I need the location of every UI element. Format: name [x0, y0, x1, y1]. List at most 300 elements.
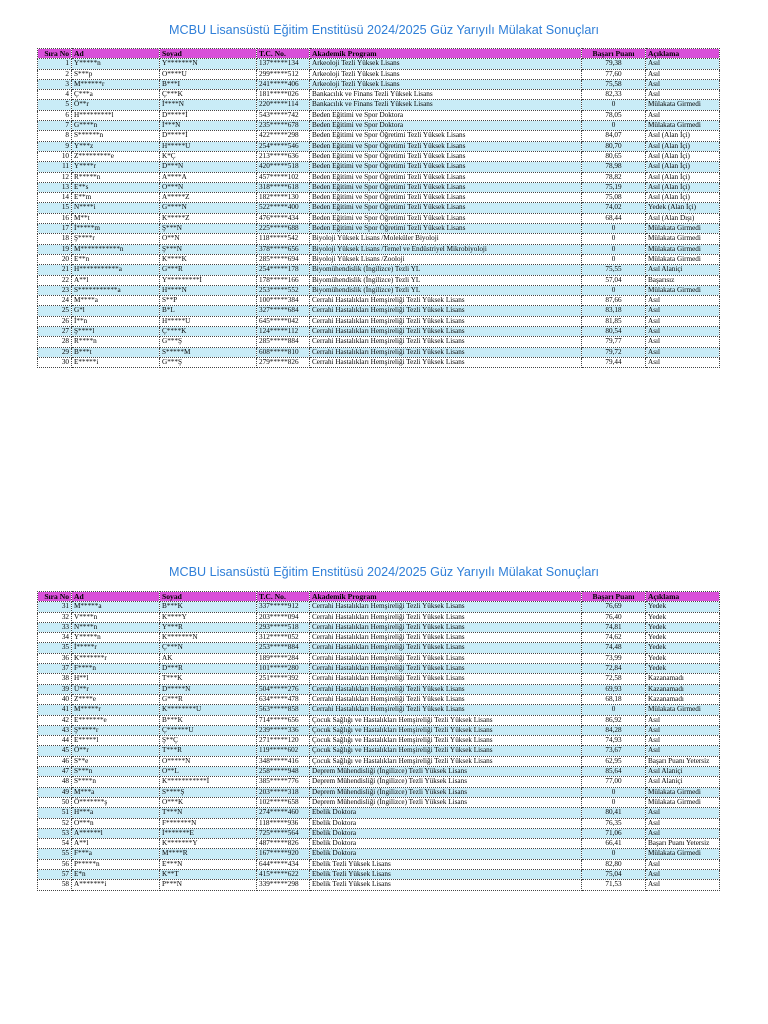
cell-ad: H**l: [72, 674, 160, 684]
cell-aciklama: Asıl: [646, 880, 720, 890]
cell-no: 8: [38, 131, 72, 141]
cell-aciklama: Asıl: [646, 808, 720, 818]
cell-no: 4: [38, 90, 72, 100]
cell-no: 7: [38, 121, 72, 131]
table-row: [38, 787, 720, 797]
cell-no: 14: [38, 193, 72, 203]
cell-tc: 312*****052: [257, 633, 310, 643]
cell-program: Çocuk Sağlığı ve Hastalıkları Hemşireliği Tezli Yüksek Lisans: [310, 715, 582, 725]
table-row: [38, 151, 720, 161]
cell-no: 57: [38, 870, 72, 880]
cell-tc: 203*****318: [257, 787, 310, 797]
cell-program: Cerrahi Hastalıkları Hemşireliği Tezli Yüksek Lisans: [310, 357, 582, 367]
cell-tc: 182*****130: [257, 193, 310, 203]
cell-aciklama: Mülakata Girmedi: [646, 234, 720, 244]
cell-puan: 81,85: [582, 316, 646, 326]
cell-aciklama: Yedek (Alan İçi): [646, 203, 720, 213]
cell-no: 33: [38, 622, 72, 632]
column-header-program: Akademik Program: [310, 49, 582, 59]
cell-no: 39: [38, 684, 72, 694]
cell-no: 50: [38, 797, 72, 807]
cell-no: 12: [38, 172, 72, 182]
cell-soyad: K*******Y: [160, 839, 257, 849]
cell-soyad: S**P: [160, 296, 257, 306]
table-row: [38, 110, 720, 120]
cell-no: 24: [38, 296, 72, 306]
cell-program: Biyoloji Yüksek Lisans /Temel ve Endüstriyel Mikrobiyoloji: [310, 244, 582, 254]
cell-no: 13: [38, 182, 72, 192]
cell-tc: 239*****336: [257, 725, 310, 735]
cell-aciklama: Asıl: [646, 870, 720, 880]
cell-program: Beden Eğitimi ve Spor Öğretimi Tezli Yüksek Lisans: [310, 224, 582, 234]
cell-tc: 420*****518: [257, 162, 310, 172]
cell-ad: M**t: [72, 213, 160, 223]
cell-no: 21: [38, 265, 72, 275]
cell-ad: E**n: [72, 254, 160, 264]
cell-ad: S****n: [72, 777, 160, 787]
cell-soyad: D***R: [160, 664, 257, 674]
cell-puan: 73,99: [582, 653, 646, 663]
cell-puan: 79,72: [582, 347, 646, 357]
cell-no: 38: [38, 674, 72, 684]
cell-aciklama: Mülakata Girmedi: [646, 121, 720, 131]
cell-ad: M****a: [72, 296, 160, 306]
cell-tc: 563*****858: [257, 705, 310, 715]
cell-ad: F***a: [72, 849, 160, 859]
cell-aciklama: Mülakata Girmedi: [646, 285, 720, 295]
cell-tc: 476*****434: [257, 213, 310, 223]
column-header-ad: Ad: [72, 592, 160, 602]
cell-tc: 318*****618: [257, 182, 310, 192]
cell-tc: 101*****280: [257, 664, 310, 674]
cell-ad: Y*****n: [72, 633, 160, 643]
cell-ad: B***t: [72, 347, 160, 357]
table-row: [38, 643, 720, 653]
cell-tc: 385*****776: [257, 777, 310, 787]
cell-tc: 378*****656: [257, 244, 310, 254]
table-row: [38, 121, 720, 131]
cell-program: Cerrahi Hastalıkları Hemşireliği Tezli Yüksek Lisans: [310, 643, 582, 653]
cell-tc: 422*****298: [257, 131, 310, 141]
cell-ad: S***********a: [72, 285, 160, 295]
cell-tc: 178*****166: [257, 275, 310, 285]
cell-program: Cerrahi Hastalıkları Hemşireliği Tezli Yüksek Lisans: [310, 306, 582, 316]
cell-puan: 72,84: [582, 664, 646, 674]
table-row: [38, 622, 720, 632]
table-row: [38, 224, 720, 234]
cell-aciklama: Mülakata Girmedi: [646, 797, 720, 807]
cell-puan: 68,44: [582, 213, 646, 223]
cell-aciklama: Asıl (Alan İçi): [646, 162, 720, 172]
cell-program: Beden Eğitimi ve Spor Öğretimi Tezli Yüksek Lisans: [310, 193, 582, 203]
cell-ad: Y*****n: [72, 59, 160, 69]
table-row: [38, 756, 720, 766]
cell-program: Ebelik Tezli Yüksek Lisans: [310, 859, 582, 869]
table-row: [38, 725, 720, 735]
cell-no: 45: [38, 746, 72, 756]
cell-soyad: H*****U: [160, 141, 257, 151]
cell-tc: 124*****112: [257, 327, 310, 337]
cell-no: 42: [38, 715, 72, 725]
cell-tc: 299*****512: [257, 69, 310, 79]
cell-aciklama: Asıl: [646, 357, 720, 367]
table-row: [38, 797, 720, 807]
column-header-program: Akademik Program: [310, 592, 582, 602]
cell-soyad: Y*******N: [160, 59, 257, 69]
cell-soyad: D*****N: [160, 684, 257, 694]
table-row: [38, 664, 720, 674]
cell-no: 41: [38, 705, 72, 715]
cell-ad: S***n: [72, 767, 160, 777]
column-header-tc: T.C. No.: [257, 592, 310, 602]
cell-aciklama: Asıl Alaniçi: [646, 777, 720, 787]
cell-ad: Ş****r: [72, 234, 160, 244]
cell-aciklama: Asıl: [646, 347, 720, 357]
cell-ad: K*******r: [72, 653, 160, 663]
cell-aciklama: Asıl: [646, 59, 720, 69]
cell-puan: 75,58: [582, 79, 646, 89]
cell-soyad: Ş***N: [160, 244, 257, 254]
cell-ad: Ü**r: [72, 684, 160, 694]
cell-program: Cerrahi Hastalıkları Hemşireliği Tezli Yüksek Lisans: [310, 694, 582, 704]
cell-ad: H*********l: [72, 110, 160, 120]
cell-puan: 84,07: [582, 131, 646, 141]
cell-aciklama: Asıl: [646, 306, 720, 316]
cell-tc: 181*****026: [257, 90, 310, 100]
cell-ad: A*******i: [72, 880, 160, 890]
cell-soyad: Ç***K: [160, 90, 257, 100]
cell-puan: 79,38: [582, 59, 646, 69]
cell-ad: Y***z: [72, 141, 160, 151]
cell-aciklama: Asıl: [646, 715, 720, 725]
cell-puan: 75,04: [582, 870, 646, 880]
cell-puan: 0: [582, 254, 646, 264]
results-table: [37, 591, 720, 891]
cell-ad: Y****r: [72, 162, 160, 172]
cell-puan: 77,00: [582, 777, 646, 787]
table-row: [38, 602, 720, 612]
table-row: [38, 327, 720, 337]
cell-soyad: A*****Z: [160, 193, 257, 203]
cell-no: 2: [38, 69, 72, 79]
cell-tc: 118*****542: [257, 234, 310, 244]
cell-aciklama: Yedek: [646, 664, 720, 674]
cell-puan: 71,06: [582, 828, 646, 838]
cell-aciklama: Asıl: [646, 725, 720, 735]
column-header-aciklama: Açıklama: [646, 49, 720, 59]
cell-puan: 82,80: [582, 859, 646, 869]
cell-program: Cerrahi Hastalıkları Hemşireliği Tezli Yüksek Lisans: [310, 347, 582, 357]
cell-no: 10: [38, 151, 72, 161]
cell-program: Cerrahi Hastalıkları Hemşireliği Tezli Yüksek Lisans: [310, 327, 582, 337]
cell-puan: 74,93: [582, 736, 646, 746]
cell-aciklama: Asıl: [646, 69, 720, 79]
table-row: [38, 141, 720, 151]
cell-no: 55: [38, 849, 72, 859]
cell-program: Çocuk Sağlığı ve Hastalıkları Hemşireliği Tezli Yüksek Lisans: [310, 756, 582, 766]
cell-program: Biyoloji Yüksek Lisans /Zooloji: [310, 254, 582, 264]
cell-tc: 251*****392: [257, 674, 310, 684]
cell-tc: 337*****912: [257, 602, 310, 612]
cell-ad: N****i: [72, 203, 160, 213]
cell-program: Arkeoloji Tezli Yüksek Lisans: [310, 79, 582, 89]
cell-aciklama: Kazanamadı: [646, 674, 720, 684]
cell-no: 49: [38, 787, 72, 797]
table-row: [38, 182, 720, 192]
cell-program: Cerrahi Hastalıkları Hemşireliği Tezli Yüksek Lisans: [310, 705, 582, 715]
cell-soyad: A****A: [160, 172, 257, 182]
column-header-puan: Başarı Puanı: [582, 592, 646, 602]
cell-tc: 725*****564: [257, 828, 310, 838]
cell-no: 15: [38, 203, 72, 213]
cell-puan: 68,18: [582, 694, 646, 704]
cell-soyad: T***R: [160, 746, 257, 756]
cell-puan: 80,54: [582, 327, 646, 337]
cell-ad: G****n: [72, 121, 160, 131]
cell-puan: 79,44: [582, 357, 646, 367]
cell-ad: Ö**r: [72, 746, 160, 756]
cell-program: Cerrahi Hastalıkları Hemşireliği Tezli Yüksek Lisans: [310, 612, 582, 622]
cell-soyad: K*****Z: [160, 213, 257, 223]
cell-soyad: O***N: [160, 182, 257, 192]
cell-no: 52: [38, 818, 72, 828]
table-row: [38, 818, 720, 828]
cell-program: Bankacılık ve Finans Tezli Yüksek Lisans: [310, 100, 582, 110]
cell-aciklama: Asıl: [646, 859, 720, 869]
cell-soyad: İ****N: [160, 100, 257, 110]
cell-tc: 203*****094: [257, 612, 310, 622]
cell-soyad: İ***N: [160, 121, 257, 131]
cell-aciklama: Asıl: [646, 79, 720, 89]
table-row: [38, 839, 720, 849]
cell-program: Cerrahi Hastalıkları Hemşireliği Tezli Yüksek Lisans: [310, 602, 582, 612]
cell-ad: E*****l: [72, 736, 160, 746]
cell-puan: 86,92: [582, 715, 646, 725]
table-row: [38, 859, 720, 869]
table-row: [38, 285, 720, 295]
cell-tc: 137*****134: [257, 59, 310, 69]
table-header-row: [38, 49, 720, 59]
cell-puan: 85,64: [582, 767, 646, 777]
cell-ad: Z*********e: [72, 151, 160, 161]
cell-ad: S******n: [72, 131, 160, 141]
cell-program: Beden Eğitimi ve Spor Öğretimi Tezli Yüksek Lisans: [310, 162, 582, 172]
cell-program: Beden Eğitimi ve Spor Öğretimi Tezli Yüksek Lisans: [310, 172, 582, 182]
cell-no: 48: [38, 777, 72, 787]
cell-puan: 72,58: [582, 674, 646, 684]
cell-tc: 457*****102: [257, 172, 310, 182]
cell-puan: 75,55: [582, 265, 646, 275]
cell-aciklama: Kazanamadı: [646, 694, 720, 704]
cell-soyad: Ç***N: [160, 643, 257, 653]
cell-ad: O***n: [72, 818, 160, 828]
table-row: [38, 162, 720, 172]
cell-ad: İ*****m: [72, 224, 160, 234]
cell-aciklama: Asıl: [646, 746, 720, 756]
cell-aciklama: Mülakata Girmedi: [646, 100, 720, 110]
cell-puan: 76,69: [582, 602, 646, 612]
cell-puan: 0: [582, 100, 646, 110]
cell-ad: H***a: [72, 808, 160, 818]
column-header-no: Sıra No: [38, 49, 72, 59]
cell-no: 51: [38, 808, 72, 818]
cell-tc: 274*****460: [257, 808, 310, 818]
cell-puan: 82,33: [582, 90, 646, 100]
cell-soyad: K********U: [160, 705, 257, 715]
cell-soyad: T***K: [160, 674, 257, 684]
cell-ad: P*****n: [72, 859, 160, 869]
cell-aciklama: Asıl (Alan İçi): [646, 151, 720, 161]
cell-puan: 80,70: [582, 141, 646, 151]
table-row: [38, 254, 720, 264]
cell-program: Çocuk Sağlığı ve Hastalıkları Hemşireliği Tezli Yüksek Lisans: [310, 736, 582, 746]
cell-no: 20: [38, 254, 72, 264]
cell-program: Beden Eğitimi ve Spor Doktora: [310, 110, 582, 120]
table-row: [38, 705, 720, 715]
cell-puan: 77,60: [582, 69, 646, 79]
table-row: [38, 347, 720, 357]
cell-tc: 254*****546: [257, 141, 310, 151]
cell-aciklama: Asıl Alaniçi: [646, 767, 720, 777]
cell-ad: F****n: [72, 664, 160, 674]
table-row: [38, 736, 720, 746]
cell-soyad: İ*******E: [160, 828, 257, 838]
cell-puan: 78,82: [582, 172, 646, 182]
cell-no: 46: [38, 756, 72, 766]
cell-tc: 100*****384: [257, 296, 310, 306]
cell-soyad: B***I: [160, 79, 257, 89]
cell-aciklama: Asıl (Alan İçi): [646, 131, 720, 141]
cell-program: Cerrahi Hastalıkları Hemşireliği Tezli Yüksek Lisans: [310, 674, 582, 684]
cell-ad: E**m: [72, 193, 160, 203]
cell-no: 30: [38, 357, 72, 367]
cell-aciklama: Asıl: [646, 316, 720, 326]
cell-ad: N****n: [72, 622, 160, 632]
cell-aciklama: Yedek: [646, 602, 720, 612]
cell-soyad: G****N: [160, 203, 257, 213]
cell-program: Beden Eğitimi ve Spor Öğretimi Tezli Yüksek Lisans: [310, 141, 582, 151]
table-row: [38, 306, 720, 316]
cell-puan: 80,41: [582, 808, 646, 818]
table-row: [38, 265, 720, 275]
cell-ad: R*****n: [72, 172, 160, 182]
cell-ad: V****n: [72, 612, 160, 622]
cell-ad: E*******e: [72, 715, 160, 725]
cell-ad: S**e: [72, 756, 160, 766]
cell-soyad: E***N: [160, 859, 257, 869]
cell-no: 3: [38, 79, 72, 89]
cell-aciklama: Yedek: [646, 612, 720, 622]
cell-soyad: K****K: [160, 254, 257, 264]
cell-program: Cerrahi Hastalıkları Hemşireliği Tezli Yüksek Lisans: [310, 684, 582, 694]
cell-no: 34: [38, 633, 72, 643]
cell-program: Ebelik Doktora: [310, 839, 582, 849]
cell-soyad: T***N: [160, 808, 257, 818]
cell-soyad: S****Ş: [160, 787, 257, 797]
cell-tc: 213*****636: [257, 151, 310, 161]
cell-no: 16: [38, 213, 72, 223]
cell-ad: Z****e: [72, 694, 160, 704]
cell-program: Deprem Mühendisliği (İngilizce) Tezli Yüksek Lisans: [310, 787, 582, 797]
cell-program: Ebelik Doktora: [310, 828, 582, 838]
cell-tc: 225*****688: [257, 224, 310, 234]
cell-soyad: K*******N: [160, 633, 257, 643]
cell-puan: 76,40: [582, 612, 646, 622]
cell-tc: 241*****406: [257, 79, 310, 89]
cell-soyad: B***K: [160, 602, 257, 612]
cell-tc: 235*****678: [257, 121, 310, 131]
cell-no: 22: [38, 275, 72, 285]
cell-aciklama: Asıl (Alan İçi): [646, 193, 720, 203]
cell-aciklama: Kazanamadı: [646, 684, 720, 694]
cell-no: 6: [38, 110, 72, 120]
table-row: [38, 715, 720, 725]
cell-program: Arkeoloji Tezli Yüksek Lisans: [310, 59, 582, 69]
cell-aciklama: Asıl (Alan İçi): [646, 141, 720, 151]
cell-ad: Ş****l: [72, 327, 160, 337]
cell-soyad: H****N: [160, 285, 257, 295]
cell-puan: 0: [582, 849, 646, 859]
cell-aciklama: Asıl: [646, 818, 720, 828]
cell-soyad: K****Y: [160, 612, 257, 622]
cell-program: Beden Eğitimi ve Spor Öğretimi Tezli Yüksek Lisans: [310, 182, 582, 192]
cell-aciklama: Asıl (Alan İçi): [646, 172, 720, 182]
table-row: [38, 849, 720, 859]
cell-ad: G*l: [72, 306, 160, 316]
cell-program: Beden Eğitimi ve Spor Doktora: [310, 121, 582, 131]
cell-program: Deprem Mühendisliği (İngilizce) Tezli Yüksek Lisans: [310, 777, 582, 787]
cell-puan: 66,41: [582, 839, 646, 849]
cell-program: Beden Eğitimi ve Spor Öğretimi Tezli Yüksek Lisans: [310, 213, 582, 223]
cell-program: Cerrahi Hastalıkları Hemşireliği Tezli Yüksek Lisans: [310, 296, 582, 306]
cell-puan: 62,95: [582, 756, 646, 766]
cell-soyad: Ç******U: [160, 725, 257, 735]
table-row: [38, 612, 720, 622]
cell-puan: 80,65: [582, 151, 646, 161]
table-row: [38, 59, 720, 69]
cell-aciklama: Mülakata Girmedi: [646, 849, 720, 859]
table-row: [38, 357, 720, 367]
cell-tc: 327*****684: [257, 306, 310, 316]
cell-tc: 293*****518: [257, 622, 310, 632]
cell-soyad: F*******N: [160, 818, 257, 828]
cell-aciklama: Asıl (Alan İçi): [646, 182, 720, 192]
cell-program: Biyomühendislik (İngilizce) Tezli YL: [310, 285, 582, 295]
cell-program: Ebelik Tezli Yüksek Lisans: [310, 880, 582, 890]
cell-soyad: O**N: [160, 234, 257, 244]
cell-soyad: D*****İ: [160, 131, 257, 141]
cell-no: 58: [38, 880, 72, 890]
cell-no: 36: [38, 653, 72, 663]
cell-puan: 0: [582, 244, 646, 254]
cell-aciklama: Asıl: [646, 90, 720, 100]
cell-no: 47: [38, 767, 72, 777]
cell-tc: 522*****400: [257, 203, 310, 213]
cell-program: Cerrahi Hastalıkları Hemşireliği Tezli Yüksek Lisans: [310, 664, 582, 674]
cell-puan: 74,48: [582, 643, 646, 653]
table-row: [38, 131, 720, 141]
cell-aciklama: Asıl: [646, 110, 720, 120]
cell-tc: 118*****936: [257, 818, 310, 828]
cell-tc: 102*****658: [257, 797, 310, 807]
column-header-tc: T.C. No.: [257, 49, 310, 59]
table-row: [38, 316, 720, 326]
cell-puan: 69,93: [582, 684, 646, 694]
cell-soyad: M****R: [160, 849, 257, 859]
table-row: [38, 69, 720, 79]
cell-program: Cerrahi Hastalıkları Hemşireliği Tezli Yüksek Lisans: [310, 622, 582, 632]
cell-ad: M*****r: [72, 705, 160, 715]
